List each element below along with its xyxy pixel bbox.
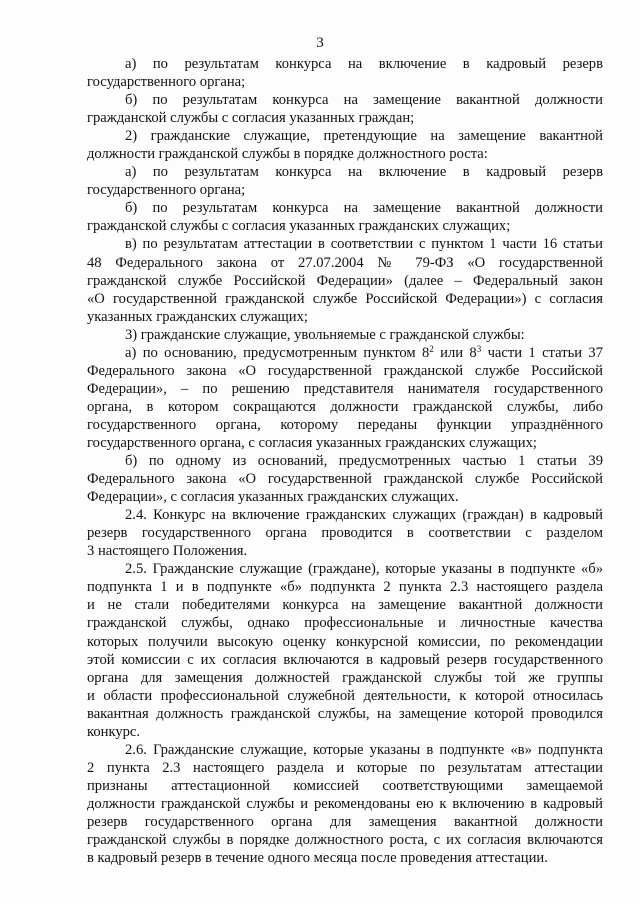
text-line: указанных гражданских служащих;: [87, 308, 308, 325]
text-line: государственного органа;: [87, 74, 246, 91]
text-line: а) по результатам конкурса на включение в кадровый резерв: [125, 56, 603, 72]
document-body: [87, 55, 603, 867]
text-line: 48 Федерального закона от 27.07.2004 № 79-ФЗ «О государственной: [87, 254, 603, 271]
text-line: признаны аттестационной комиссией соответствующими замещаемой: [87, 777, 603, 794]
text-fragment: части 1 статьи 37: [481, 344, 603, 361]
text-line: резерв государственного органа проводится в соответствии с разделом: [87, 525, 603, 542]
text-line: этой комиссии с их согласия включаются в кадровый резерв государственного: [87, 651, 603, 668]
text-line: гражданской службе Российской Федерации» (далее – Федеральный закон: [87, 272, 603, 289]
text-line: гражданской службы с согласия указанных граждан;: [87, 110, 415, 127]
text-line: гражданской службы в порядке должностного роста, с их согласия включаются: [87, 832, 603, 849]
text-line: резерв государственного органа для замещения вакантной должности: [87, 813, 603, 830]
text-line: вакантная должность гражданской службы, на замещение которой проводился: [87, 705, 603, 722]
text-line: 2 пункта 2.3 настоящего раздела и которые по результатам аттестации: [87, 759, 603, 776]
text-line: конкурс.: [87, 723, 141, 740]
text-line: 3) гражданские служащие, увольняемые с гражданской службы:: [125, 326, 525, 343]
text-line: должности гражданской службы и рекомендованы ею к включению в кадровый: [87, 795, 603, 812]
text-line: гражданской службы с согласия указанных гражданских служащих;: [87, 218, 511, 235]
text-line: [87, 344, 603, 362]
page-number: 3: [316, 35, 324, 51]
text-line: 2.6. Гражданские служащие, которые указаны в подпункте «в» подпункта: [125, 741, 603, 758]
text-line: и не стали победителями конкурса на замещение вакантной должности: [87, 597, 603, 614]
text-line: Федерального закона «О государственной гражданской службе Российской: [87, 362, 603, 379]
text-line: б) по одному из оснований, предусмотренных частью 1 статьи 39: [125, 453, 603, 470]
text-line: Федерации», с согласия указанных гражданских служащих.: [87, 489, 459, 506]
text-line: которых получили высокую оценку конкурсной комиссии, по рекомендации: [87, 633, 603, 650]
superscript: 2: [429, 343, 434, 354]
text-fragment: или 8: [433, 344, 477, 361]
text-line: подпункта 1 и в подпункте «б» подпункта 2 пункта 2.3 настоящего раздела: [87, 579, 603, 596]
text-line: 2) гражданские служащие, претендующие на замещение вакантной: [125, 128, 603, 145]
text-line: в кадровый резерв в течение одного месяца после проведения аттестации.: [87, 850, 548, 867]
text-fragment: а) по основанию, предусмотренным пунктом 8: [125, 344, 430, 361]
superscript: 3: [476, 343, 482, 354]
text-line: Федерального закона «О государственной гражданской службе Российской: [87, 471, 603, 488]
text-line: 2.5. Гражданские служащие (граждане), которые указаны в подпункте «б»: [125, 561, 603, 578]
text-line: органа для замещения должностей гражданской службы той же группы: [87, 669, 603, 686]
text-line: гражданской службы, однако профессиональные и личностные качества: [87, 615, 603, 632]
text-line: 2.4. Конкурс на включение гражданских служащих (граждан) в кадровый: [125, 507, 603, 524]
text-line: и области профессиональной служебной деятельности, к которой относилась: [87, 687, 603, 704]
text-line: а) по результатам конкурса на включение в кадровый резерв: [125, 164, 603, 181]
text-line: б) по результатам конкурса на замещение вакантной должности: [125, 200, 603, 217]
text-line: Федерации», – по решению представителя нанимателя государственного: [87, 380, 603, 397]
text-line: органа, в котором сокращаются должности гражданской службы, либо: [87, 398, 603, 415]
text-line: 3 настоящего Положения.: [87, 543, 248, 560]
text-line: б) по результатам конкурса на замещение вакантной должности: [125, 92, 603, 109]
text-line: государственного органа, которому переданы функции упразднённого: [87, 416, 603, 433]
text-line: государственного органа;: [87, 182, 246, 199]
text-line: в) по результатам аттестации в соответствии с пунктом 1 части 16 статьи: [125, 236, 603, 253]
text-line: должности гражданской службы в порядке должностного роста:: [87, 146, 488, 163]
text-line: «О государственной гражданской службе Российской Федерации») с согласия: [87, 290, 603, 307]
text-line: государственного органа, с согласия указанных гражданских служащих;: [87, 434, 537, 451]
